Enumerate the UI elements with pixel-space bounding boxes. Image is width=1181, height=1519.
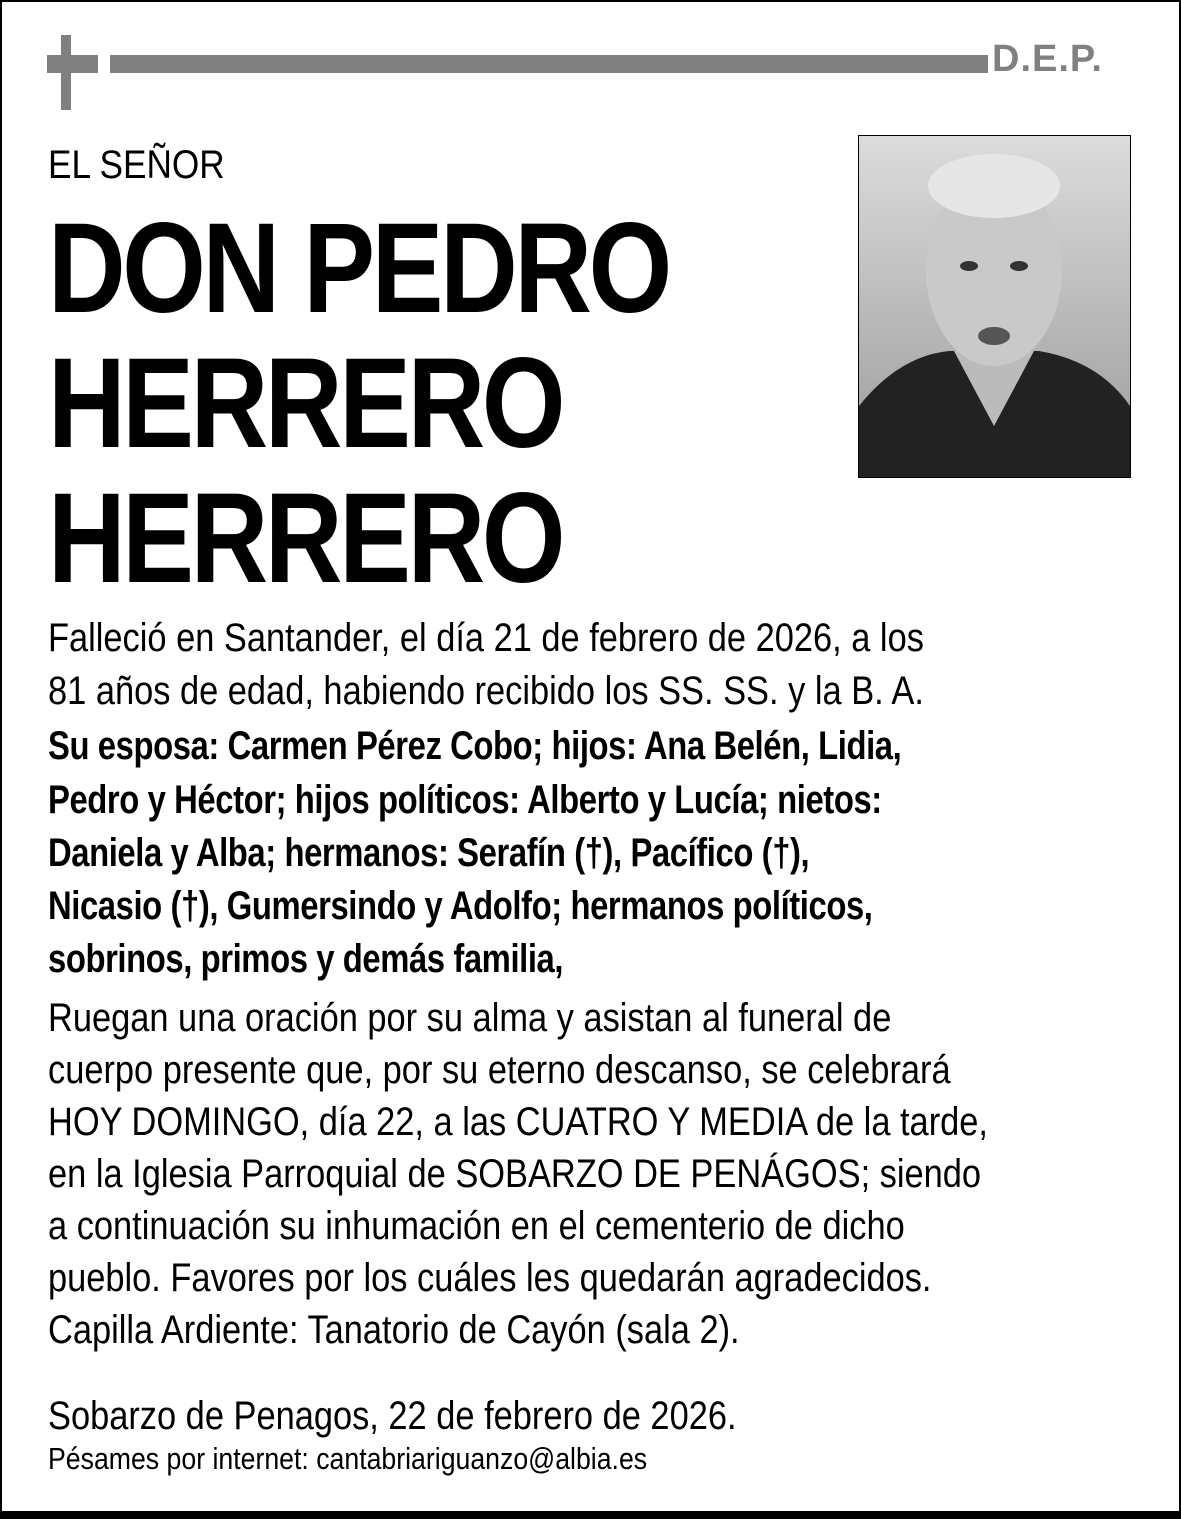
- dep-mark: D.E.P.: [992, 38, 1103, 80]
- name-line-2: HERRERO: [48, 332, 563, 475]
- place-date: Sobarzo de Penagos, 22 de febrero de 2026.: [48, 1394, 737, 1438]
- family-line: Daniela y Alba; hermanos: Serafín (†), Pacífico (†),: [48, 831, 810, 875]
- funeral-line: HOY DOMINGO, día 22, a las CUATRO Y MEDIA de la tarde,: [48, 1100, 988, 1144]
- condolences-email: Pésames por internet: cantabriariguanzo@albia.es: [48, 1441, 648, 1476]
- family-line: Su esposa: Carmen Pérez Cobo; hijos: Ana Belén, Lidia,: [48, 724, 902, 768]
- funeral-line: Capilla Ardiente: Tanatorio de Cayón (sala 2).: [48, 1308, 740, 1352]
- funeral-line: a continuación su inhumación en el cementerio de dicho: [48, 1204, 905, 1248]
- death-line-2: 81 años de edad, habiendo recibido los SS. SS. y la B. A.: [48, 669, 924, 713]
- cross-icon-bar: [47, 55, 98, 73]
- funeral-line: en la Iglesia Parroquial de SOBARZO DE PENÁGOS; siendo: [48, 1152, 982, 1196]
- name-line-1: DON PEDRO: [48, 197, 669, 340]
- title-prefix: EL SEÑOR: [48, 143, 225, 187]
- funeral-line: pueblo. Favores por los cuáles les quedarán agradecidos.: [48, 1256, 932, 1300]
- family-line: Pedro y Héctor; hijos políticos: Alberto y Lucía; nietos:: [48, 778, 882, 822]
- funeral-line: Ruegan una oración por su alma y asistan al funeral de: [48, 996, 892, 1040]
- name-line-3: HERRERO: [48, 467, 563, 610]
- header-rule: [110, 55, 988, 73]
- funeral-line: cuerpo presente que, por su eterno descanso, se celebrará: [48, 1048, 951, 1092]
- family-line: sobrinos, primos y demás familia,: [48, 937, 564, 981]
- portrait-photo: [858, 135, 1131, 478]
- family-line: Nicasio (†), Gumersindo y Adolfo; hermanos políticos,: [48, 884, 873, 928]
- death-line-1: Falleció en Santander, el día 21 de febrero de 2026, a los: [48, 616, 924, 660]
